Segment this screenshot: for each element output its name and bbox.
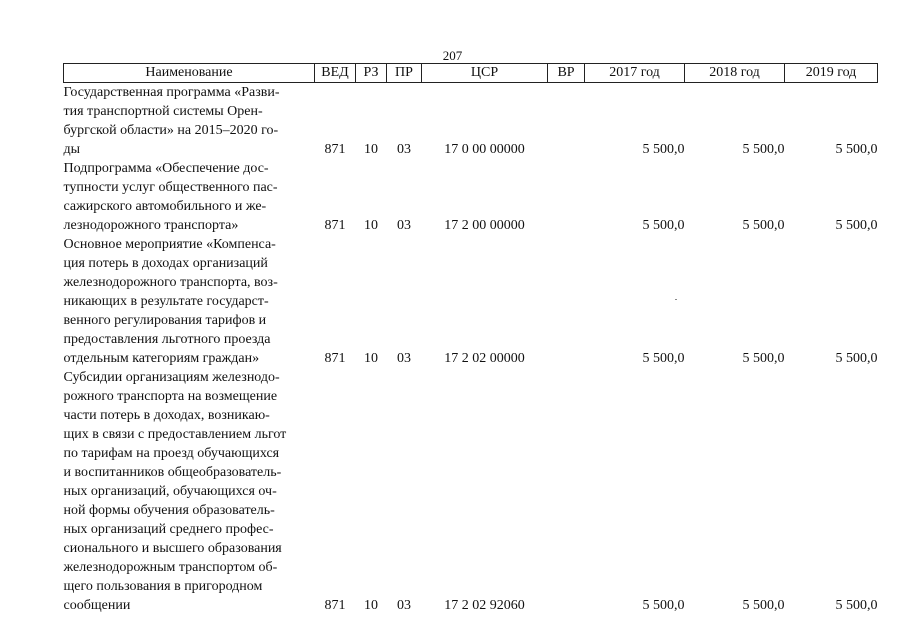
table-header-row: [64, 64, 878, 83]
cell-rz: 10: [364, 218, 378, 233]
row-name: Субсидии организациям железнодо- рожного транспорта на возмещение части потерь в доходах, возникаю- щих в связи с предоставлением льгот по тарифам на проезд обучающихся и воспитанников общеобразователь- ных организаций, обучающихся оч- ной формы обучения образователь- ных организаций среднего профес- сионального и высшего образования железнодорожным транспортом об- щего пользования в пригородном сообщении: [63, 370, 287, 613]
cell-ved: 871: [324, 598, 346, 613]
cell-csr: 17 2 02 00000: [444, 351, 525, 366]
table-row: [64, 368, 878, 615]
cell-csr: 17 2 02 92060: [444, 598, 525, 613]
table-row: [64, 83, 878, 160]
page-number: 207: [442, 48, 463, 63]
header-2017: 2017 год: [585, 64, 685, 83]
table-row: [64, 235, 878, 368]
header-2019: 2019 год: [785, 64, 878, 83]
cell-vr: [548, 235, 585, 368]
cell-2018: 5 500,0: [742, 218, 785, 233]
scan-speck: [675, 299, 677, 300]
cell-ved: 871: [324, 351, 346, 366]
cell-csr: 17 2 00 00000: [444, 218, 525, 233]
row-name: Подпрограмма «Обеспечение дос- тупности услуг общественного пас- сажирского автомобильного и же- лезнодорожного транспорта»: [63, 161, 278, 233]
cell-pr: 03: [397, 218, 411, 233]
cell-vr: [548, 83, 585, 160]
row-name: Государственная программа «Разви- тия транспортной системы Орен- бургской области» на 2015–2020 го- ды: [63, 85, 280, 157]
cell-pr: 03: [397, 142, 411, 157]
cell-2019: 5 500,0: [835, 598, 878, 613]
cell-ved: 871: [324, 142, 346, 157]
cell-2017: 5 500,0: [642, 351, 685, 366]
header-2018: 2018 год: [685, 64, 785, 83]
header-name: Наименование: [64, 64, 315, 83]
header-ved: ВЕД: [315, 64, 356, 83]
cell-2018: 5 500,0: [742, 351, 785, 366]
cell-2018: 5 500,0: [742, 142, 785, 157]
cell-pr: 03: [397, 351, 411, 366]
header-pr: ПР: [387, 64, 422, 83]
cell-2017: 5 500,0: [642, 218, 685, 233]
cell-pr: 03: [397, 598, 411, 613]
row-name: Основное мероприятие «Компенса- ция потерь в доходах организаций железнодорожного транспорта, воз- никающих в результате государст- венного регулирования тарифов и предоставления льготного проезда отдельным категориям граждан»: [63, 237, 278, 366]
header-csr: ЦСР: [422, 64, 548, 83]
header-rz: РЗ: [356, 64, 387, 83]
table-row: [64, 159, 878, 235]
header-vr: ВР: [548, 64, 585, 83]
budget-table: [63, 63, 878, 615]
cell-ved: 871: [324, 218, 346, 233]
cell-vr: [548, 159, 585, 235]
cell-2019: 5 500,0: [835, 218, 878, 233]
cell-2019: 5 500,0: [835, 351, 878, 366]
cell-2019: 5 500,0: [835, 142, 878, 157]
cell-2018: 5 500,0: [742, 598, 785, 613]
cell-2017: 5 500,0: [642, 598, 685, 613]
cell-rz: 10: [364, 142, 378, 157]
cell-vr: [548, 368, 585, 615]
cell-2017: 5 500,0: [642, 142, 685, 157]
cell-csr: 17 0 00 00000: [444, 142, 525, 157]
cell-rz: 10: [364, 351, 378, 366]
cell-rz: 10: [364, 598, 378, 613]
